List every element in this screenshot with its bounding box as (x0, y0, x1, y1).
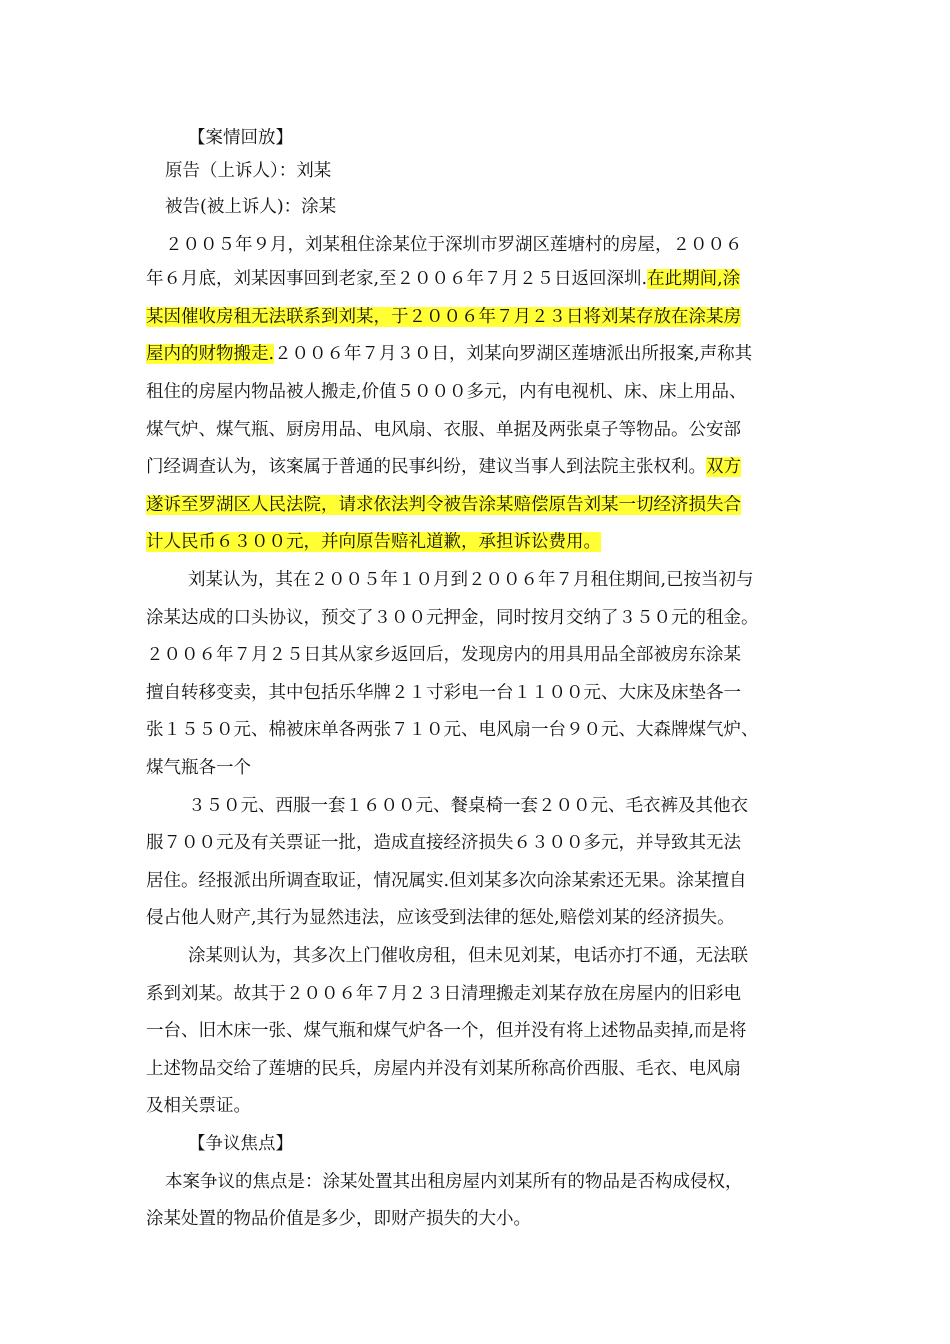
paragraph-line: 系到刘某。故其于２００６年７月２３日清理搬走刘某存放在房屋内的旧彩电 (146, 984, 741, 1004)
highlighted-text: 在此期间,涂 (647, 269, 741, 289)
paragraph-line: 煤气瓶各一个 (146, 758, 251, 778)
section-heading-dispute: 【争议焦点】 (188, 1134, 293, 1154)
paragraph-line: 涂某处置的物品价值是多少，即财产损失的大小。 (146, 1209, 531, 1229)
paragraph-line: 一台、旧木床一张、煤气瓶和煤气炉各一个，但并没有将上述物品卖掉,而是将 (146, 1021, 747, 1041)
paragraph-line: 涂某则认为，其多次上门催收房租，但未见刘某，电话亦打不通，无法联 (188, 946, 748, 966)
paragraph-line: 擅自转移变卖，其中包括乐华牌２１寸彩电一台１１００元、大床及床垫各一 (146, 683, 741, 703)
highlighted-text: 某因催收房租无法联系到刘某，于２００６年７月２３日将刘某存放在涂某房 (146, 307, 741, 327)
paragraph-line: 屋内的财物搬走.２００６年７月３０日，刘某向罗湖区莲塘派出所报案,声称其 (146, 344, 753, 364)
paragraph-line: ２００５年９月，刘某租住涂某位于深圳市罗湖区莲塘村的房屋，２００６ (165, 235, 743, 255)
plaintiff-line: 原告（上诉人）：刘某 (165, 161, 332, 181)
paragraph-line: 侵占他人财产,其行为显然违法，应该受到法律的惩处,赔偿刘某的经济损失。 (146, 908, 735, 928)
highlighted-text: 遂诉至罗湖区人民法院，请求依法判令被告涂某赔偿原告刘某一切经济损失合 (146, 495, 741, 515)
paragraph-line: 及相关票证。 (146, 1096, 251, 1116)
paragraph-line: ２００６年７月２５日其从家乡返回后，发现房内的用具用品全部被房东涂某 (146, 645, 741, 665)
highlighted-text: 屋内的财物搬走. (146, 344, 275, 364)
section-heading-case: 【案情回放】 (188, 128, 293, 148)
paragraph-line: 租住的房屋内物品被人搬走,价值５０００多元，内有电视机、床、床上用品、 (146, 382, 747, 402)
paragraph-line: 门经调查认为，该案属于普通的民事纠纷，建议当事人到法院主张权利。双方 (146, 457, 741, 477)
paragraph-line (146, 307, 826, 327)
paragraph-line (146, 532, 826, 552)
highlighted-text: 计人民币６３００元，并向原告赔礼道歉，承担诉讼费用。 (146, 532, 601, 552)
paragraph-line: 刘某认为，其在２００５年１０月到２００６年７月租住期间,已按当初与 (188, 570, 754, 590)
highlighted-text: 双方 (706, 457, 741, 477)
paragraph-line: 居住。经报派出所调查取证，情况属实.但刘某多次向涂某索还无果。涂某擅自 (146, 871, 747, 891)
paragraph-line: 煤气炉、煤气瓶、厨房用品、电风扇、衣服、单据及两张桌子等物品。公安部 (146, 420, 741, 440)
paragraph-line: 年６月底，刘某因事回到老家,至２００６年７月２５日返回深圳.在此期间,涂 (146, 269, 741, 289)
paragraph-line: 张１５５０元、棉被床单各两张７１０元、电风扇一台９０元、大森牌煤气炉、 (146, 720, 759, 740)
defendant-line: 被告(被上诉人)：涂某 (165, 197, 337, 217)
paragraph-line (146, 495, 826, 515)
paragraph-line: 服７００元及有关票证一批，造成直接经济损失６３００多元，并导致其无法 (146, 833, 741, 853)
paragraph-line: 涂某达成的口头协议，预交了３００元押金，同时按月交纳了３５０元的租金。 (146, 608, 759, 628)
paragraph-line: ３５０元、西服一套１６００元、餐桌椅一套２００元、毛衣裤及其他衣 (188, 796, 748, 816)
paragraph-line: 上述物品交给了莲塘的民兵，房屋内并没有刘某所称高价西服、毛衣、电风扇 (146, 1059, 741, 1079)
paragraph-line: 本案争议的焦点是：涂某处置其出租房屋内刘某所有的物品是否构成侵权， (165, 1172, 743, 1192)
